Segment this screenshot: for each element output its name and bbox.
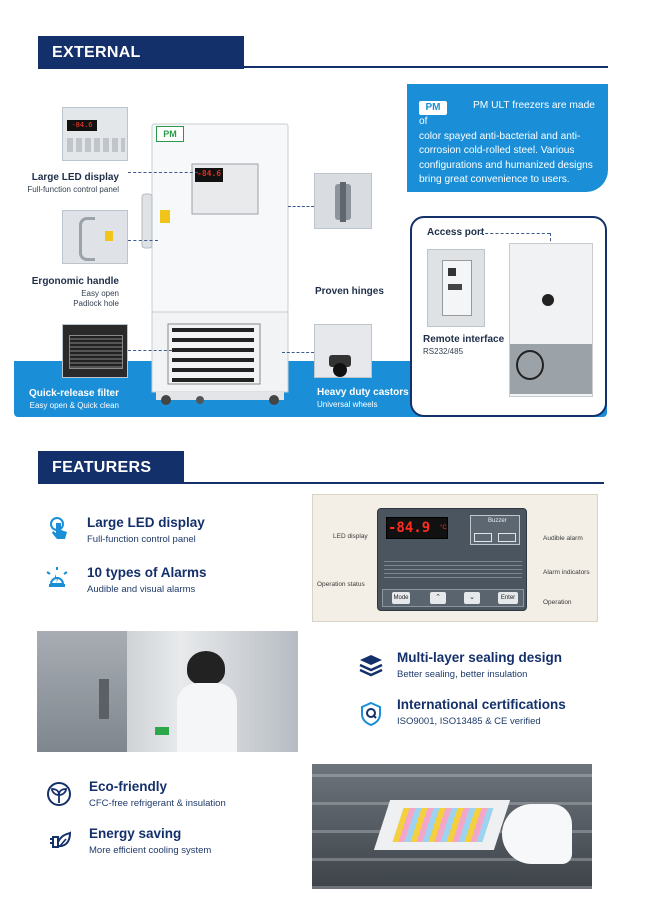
up-button[interactable]: ⌃ bbox=[430, 592, 446, 604]
leader-castor bbox=[282, 352, 314, 353]
feature-energy-title: Energy saving bbox=[89, 826, 182, 841]
feature-sealing-sub: Better sealing, better insulation bbox=[397, 669, 528, 680]
usb-interface-label: USB interface bbox=[423, 367, 489, 378]
back-panel-photo bbox=[509, 243, 593, 397]
leader-filter bbox=[128, 350, 172, 351]
audible-alarm-callout: Audible alarm bbox=[543, 535, 583, 542]
castor-thumbnail bbox=[314, 324, 372, 378]
mode-button[interactable]: Mode bbox=[392, 592, 410, 604]
feature-eco-sub: CFC-free refrigerant & insulation bbox=[89, 798, 226, 809]
leader-led bbox=[128, 172, 198, 173]
castor-sub: Universal wheels bbox=[317, 400, 378, 409]
led-display-thumbnail: -84.6 bbox=[62, 107, 128, 161]
feature-alarms-sub: Audible and visual alarms bbox=[87, 584, 196, 595]
feature-eco-title: Eco-friendly bbox=[89, 779, 168, 794]
leader-handle bbox=[128, 240, 158, 241]
certificate-icon bbox=[358, 701, 384, 727]
lab-photo bbox=[37, 631, 298, 752]
filter-label: Quick-release filter bbox=[28, 388, 119, 399]
enter-button[interactable]: Enter bbox=[498, 592, 518, 604]
handle-sub-2: Padlock hole bbox=[73, 299, 119, 308]
featurers-heading: FEATURERS bbox=[38, 451, 184, 484]
callout-text: color spayed anti-bacterial and anti-corrosion cold-rolled steel. Various configurations and humanized designs bring great convenience to users. bbox=[419, 130, 593, 185]
panel-led-unit: °C bbox=[440, 525, 447, 531]
operation-status-callout: Operation status bbox=[317, 581, 365, 588]
hinge-label: Proven hinges bbox=[315, 286, 384, 297]
layers-icon bbox=[358, 652, 384, 678]
feature-certs-title: International certifications bbox=[397, 697, 566, 712]
freezer-logo: PM bbox=[156, 126, 184, 142]
feature-sealing-title: Multi-layer sealing design bbox=[397, 650, 563, 665]
operation-callout: Operation bbox=[543, 599, 572, 606]
control-panel bbox=[377, 508, 527, 611]
hinge-thumbnail bbox=[314, 173, 372, 229]
featurers-heading-rule bbox=[184, 482, 604, 484]
info-callout: PM PM ULT freezers are made of color spayed anti-bacterial and anti-corrosion cold-rolled steel. Various configurations and humanized designs bring great convenience to users. bbox=[407, 84, 608, 192]
external-heading-rule bbox=[244, 66, 608, 68]
external-heading: EXTERNAL bbox=[38, 36, 244, 69]
remote-interface-label: Remote interface bbox=[423, 334, 505, 345]
freezer-display-reading: -84.6 bbox=[197, 169, 222, 178]
plug-leaf-icon bbox=[46, 829, 72, 855]
leader-access-port bbox=[480, 233, 550, 234]
feature-certs-sub: ISO9001, ISO13485 & CE verified bbox=[397, 716, 541, 727]
down-button[interactable]: ⌄ bbox=[464, 592, 480, 604]
led-display-callout: LED display bbox=[333, 533, 368, 540]
feature-led-sub: Full-function control panel bbox=[87, 534, 196, 545]
handle-label: Ergonomic handle bbox=[31, 276, 119, 287]
control-panel-illustration bbox=[312, 494, 598, 622]
alarm-icon bbox=[44, 564, 70, 590]
filter-thumbnail bbox=[62, 324, 128, 378]
panel-buzzer-label: Buzzer bbox=[488, 518, 507, 524]
access-port-label: Access port bbox=[427, 227, 485, 238]
power-label: Power on/off bbox=[423, 380, 484, 391]
pm-logo: PM bbox=[419, 101, 447, 115]
remote-interface-thumbnail bbox=[427, 249, 485, 327]
remote-interface-sub: RS232/485 bbox=[423, 347, 464, 356]
freezer-illustration bbox=[140, 116, 300, 406]
feature-alarms-title: 10 types of Alarms bbox=[87, 565, 207, 580]
led-display-label: Large LED display bbox=[31, 172, 119, 183]
racks-photo bbox=[312, 764, 592, 889]
leader-hinge bbox=[288, 206, 314, 207]
alarm-indicators-callout: Alarm indicators bbox=[543, 569, 590, 576]
castor-label: Heavy duty castors bbox=[317, 387, 409, 398]
panel-led-reading: -84.9 bbox=[388, 520, 431, 536]
handle-sub-1: Easy open bbox=[81, 289, 119, 298]
leaf-icon bbox=[46, 781, 72, 807]
feature-energy-sub: More efficient cooling system bbox=[89, 845, 212, 856]
touch-icon bbox=[46, 515, 72, 541]
handle-thumbnail bbox=[62, 210, 128, 264]
feature-led-title: Large LED display bbox=[87, 515, 205, 530]
led-display-sub: Full-function control panel bbox=[27, 185, 119, 194]
filter-sub: Easy open & Quick clean bbox=[29, 401, 119, 410]
